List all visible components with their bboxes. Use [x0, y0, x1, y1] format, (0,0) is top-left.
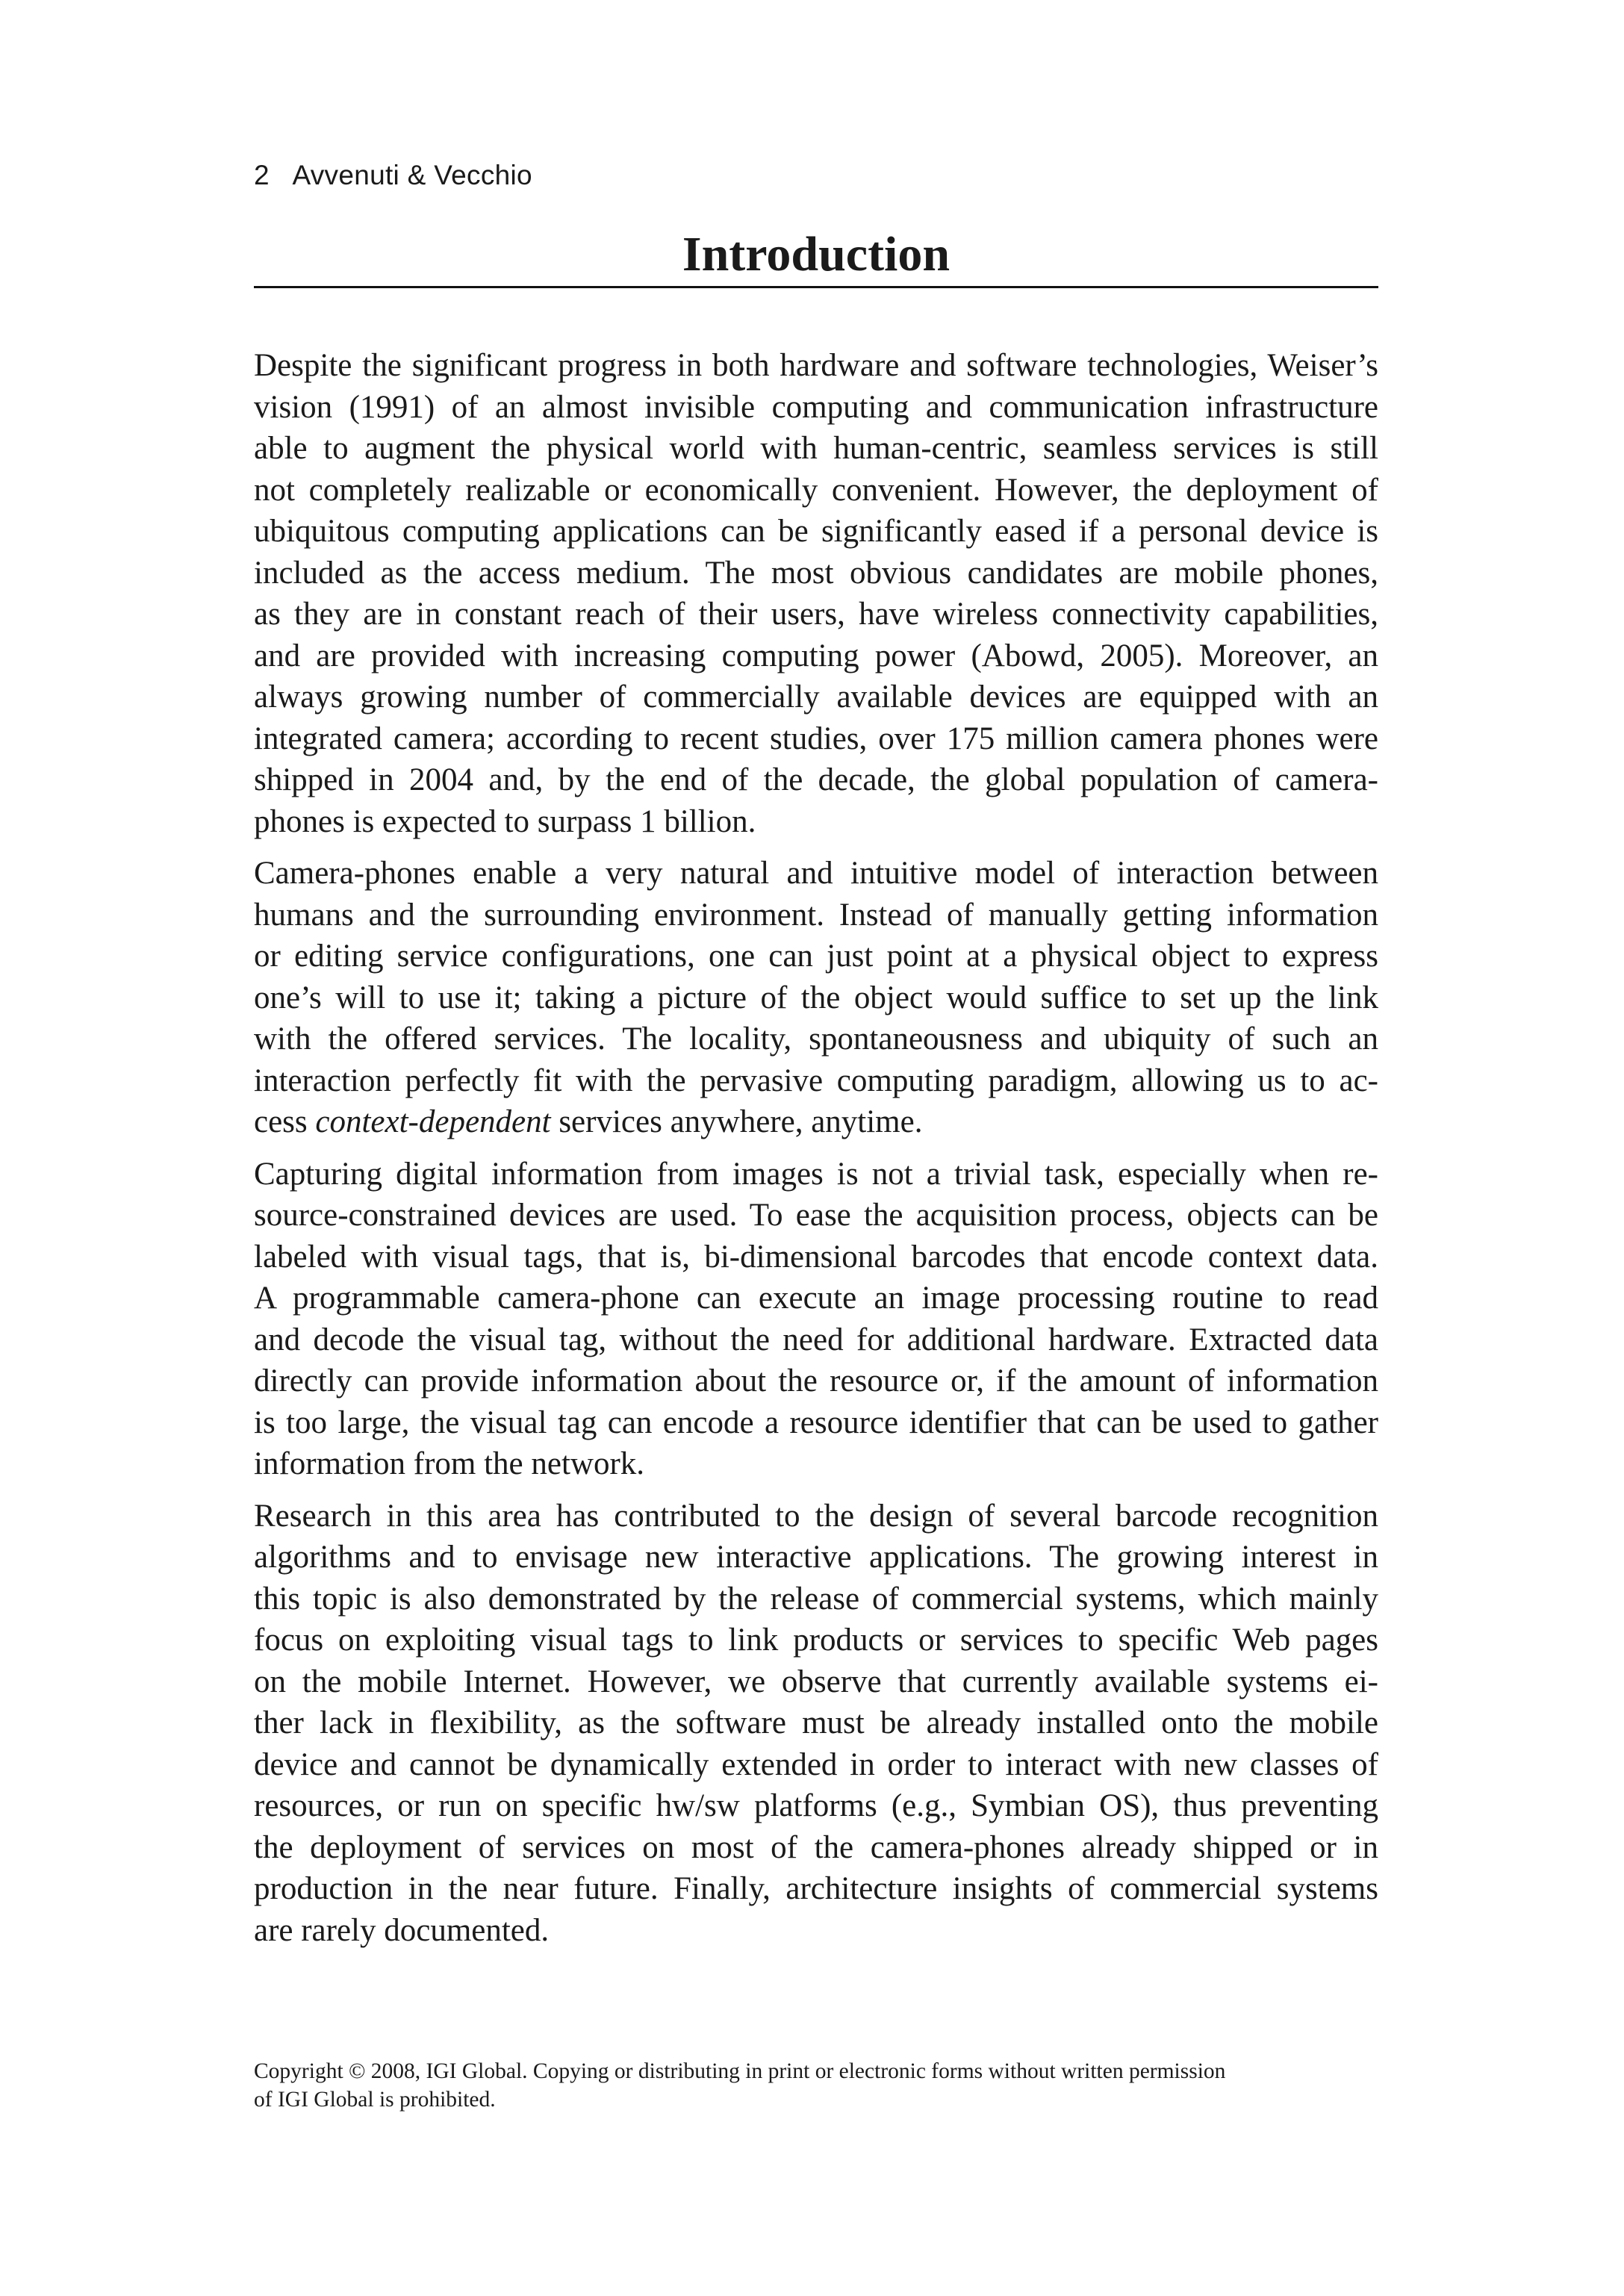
running-header-authors: Avvenuti & Vecchio — [292, 160, 532, 190]
text-line: the deployment of services on most of the camera-phones already shipped or in — [254, 1829, 1378, 1865]
text-line: always growing number of commercially available devices are equipped with an — [254, 679, 1378, 715]
text-line: one’s will to use it; taking a picture of the object would suffice to set up the link — [254, 980, 1378, 1015]
text-line: Research in this area has contributed to the design of several barcode recognition — [254, 1498, 1378, 1534]
text-line: with the offered services. The locality, spontaneousness and ubiquity of such an — [254, 1021, 1378, 1057]
text-fragment: cess — [254, 1104, 316, 1139]
text-line: and are provided with increasing computing power (Abowd, 2005). Moreover, an — [254, 638, 1378, 673]
text-line: source-constrained devices are used. To ease the acquisition process, objects can be — [254, 1198, 1378, 1233]
text-line: integrated camera; according to recent studies, over 175 million camera phones were — [254, 721, 1378, 756]
text-line: directly can provide information about the resource or, if the amount of information — [254, 1363, 1378, 1399]
text-line: Capturing digital information from images is not a trivial task, especially when re- — [254, 1156, 1378, 1192]
text-line: vision (1991) of an almost invisible computing and communication infrastructure — [254, 389, 1378, 425]
text-line: and decode the visual tag, without the need for additional hardware. Extracted data — [254, 1322, 1378, 1357]
paragraph-1 — [254, 345, 1378, 842]
text-line: algorithms and to envisage new interactive applications. The growing interest in — [254, 1540, 1378, 1575]
copyright-line: of IGI Global is prohibited. — [254, 2088, 496, 2112]
paragraph-2 — [254, 853, 1378, 1143]
text-line: are rarely documented. — [254, 1912, 550, 1948]
text-line: device and cannot be dynamically extended in order to interact with new classes of — [254, 1746, 1378, 1782]
text-line: on the mobile Internet. However, we observe that currently available systems ei- — [254, 1664, 1378, 1699]
emphasized-term: context-dependent — [315, 1104, 551, 1139]
text-line: able to augment the physical world with human-centric, seamless services is still — [254, 431, 1378, 466]
text-line: resources, or run on specific hw/sw platforms (e.g., Symbian OS), thus preventing — [254, 1788, 1378, 1823]
text-line: Camera-phones enable a very natural and intuitive model of interaction between — [254, 856, 1378, 891]
text-line: production in the near future. Finally, architecture insights of commercial systems — [254, 1871, 1378, 1906]
text-line: labeled with visual tags, that is, bi-dimensional barcodes that encode context data. — [254, 1239, 1378, 1275]
text-line: shipped in 2004 and, by the end of the decade, the global population of camera- — [254, 762, 1378, 797]
text-fragment: services anywhere, anytime. — [550, 1104, 923, 1139]
text-line: focus on exploiting visual tags to link products or services to specific Web pages — [254, 1623, 1378, 1658]
copyright-line: Copyright © 2008, IGI Global. Copying or distributing in print or electronic forms without written permission — [254, 2059, 1226, 2083]
text-line: included as the access medium. The most obvious candidates are mobile phones, — [254, 555, 1378, 591]
text-line: A programmable camera-phone can execute an image processing routine to read — [254, 1281, 1378, 1316]
text-line: is too large, the visual tag can encode a resource identifier that can be used to gather — [254, 1404, 1378, 1440]
text-line: ther lack in flexibility, as the software must be already installed onto the mobile — [254, 1705, 1378, 1740]
text-line: or editing service configurations, one can just point at a physical object to express — [254, 939, 1378, 974]
text-line: not completely realizable or economically convenient. However, the deployment of — [254, 472, 1378, 508]
text-line: phones is expected to surpass 1 billion. — [254, 803, 756, 839]
text-line: Despite the significant progress in both hardware and software technologies, Weiser’s — [254, 348, 1378, 383]
running-header — [254, 160, 532, 191]
text-line: humans and the surrounding environment. Instead of manually getting information — [254, 897, 1378, 933]
copyright-notice — [254, 2057, 1378, 2114]
text-line: this topic is also demonstrated by the release of commercial systems, which mainly — [254, 1581, 1378, 1617]
section-title: Introduction — [682, 227, 951, 281]
text-line: interaction perfectly fit with the pervasive computing paradigm, allowing us to ac- — [254, 1063, 1378, 1098]
title-rule — [254, 286, 1378, 288]
text-line — [254, 1101, 1378, 1143]
body-text — [254, 345, 1378, 1961]
paragraph-4 — [254, 1496, 1378, 1952]
text-line: ubiquitous computing applications can be significantly eased if a personal device is — [254, 514, 1378, 549]
text-line: as they are in constant reach of their users, have wireless connectivity capabilities, — [254, 597, 1378, 632]
page-number: 2 — [254, 160, 270, 190]
paragraph-3 — [254, 1154, 1378, 1485]
text-line: information from the network. — [254, 1446, 645, 1481]
